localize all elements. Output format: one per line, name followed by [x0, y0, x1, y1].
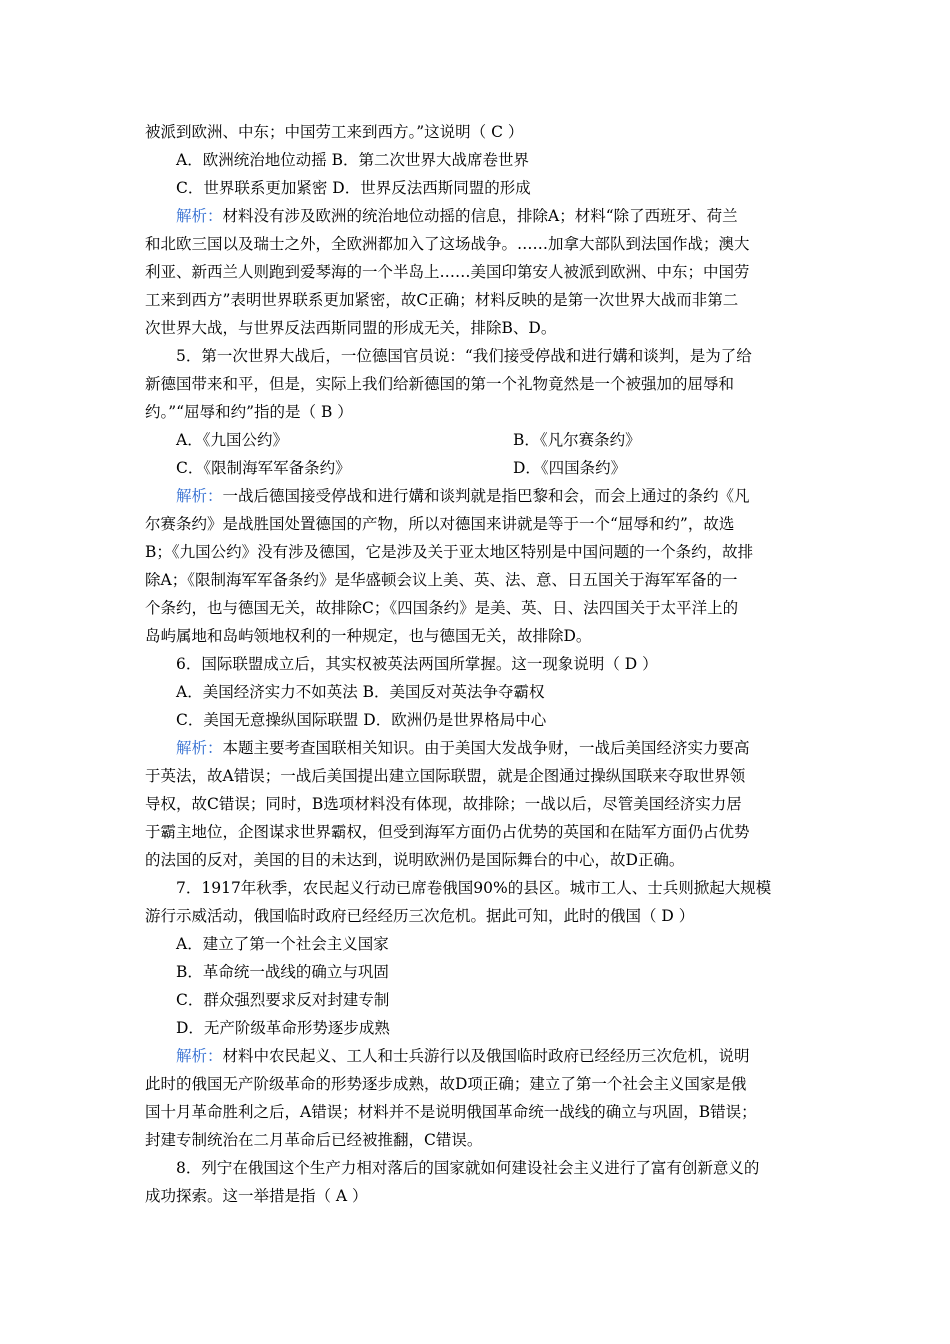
text-line: 除A；《限制海军军备条约》是华盛顿会议上美、英、法、意、日五国关于海军军备的一 [145, 571, 738, 589]
text-line: 于霸主地位，企图谋求世界霸权，但受到海军方面仍占优势的英国和在陆军方面仍占优势 [145, 823, 750, 841]
option-line: A．建立了第一个社会主义国家 [176, 935, 389, 953]
analysis-line [176, 206, 841, 226]
option-line [176, 430, 841, 450]
analysis-text: 材料没有涉及欧洲的统治地位动摇的信息，排除A；材料“除了西班牙、荷兰 [222, 207, 738, 225]
question-line: 6．国际联盟成立后，其实权被英法两国所掌握。这一现象说明（ D ） [176, 655, 658, 673]
text-line: 被派到欧洲、中东；中国劳工来到西方。”这说明（ C ） [145, 123, 524, 141]
analysis-text: 一战后德国接受停战和进行媾和谈判就是指巴黎和会，而会上通过的条约《凡 [222, 487, 750, 505]
text-line: 封建专制统治在二月革命后已经被推翻，C错误。 [145, 1131, 483, 1149]
option-line [176, 458, 841, 478]
text-line: 和北欧三国以及瑞士之外，全欧洲都加入了这场战争。……加拿大部队到法国作战；澳大 [145, 235, 750, 253]
option-line: B．革命统一战线的确立与巩固 [176, 963, 389, 981]
question-line: 8．列宁在俄国这个生产力相对落后的国家就如何建设社会主义进行了富有创新意义的 [176, 1159, 760, 1177]
option-line: A．欧洲统治地位动摇 B．第二次世界大战席卷世界 [176, 151, 530, 169]
text-line: 的法国的反对，美国的目的未达到，说明欧洲仍是国际舞台的中心，故D正确。 [145, 851, 685, 869]
analysis-line [176, 486, 841, 506]
text-line: 尔赛条约》是战胜国处置德国的产物，所以对德国来讲就是等于一个“屈辱和约”，故选 [145, 515, 735, 533]
analysis-label: 解析： [176, 487, 223, 505]
option-c: C．《限制海军军备条约》 [176, 459, 351, 477]
option-line: C．世界联系更加紧密 D．世界反法西斯同盟的形成 [176, 179, 531, 197]
text-line: 利亚、新西兰人则跑到爱琴海的一个半岛上……美国印第安人被派到欧洲、中东；中国劳 [145, 263, 750, 281]
option-line: C．美国无意操纵国际联盟 D．欧洲仍是世界格局中心 [176, 711, 547, 729]
option-a: A．《九国公约》 [176, 431, 288, 449]
question-line: 7．1917年秋季，农民起义行动已席卷俄国90%的县区。城市工人、士兵则掀起大规模 [176, 879, 772, 897]
text-line: 游行示威活动，俄国临时政府已经经历三次危机。据此可知，此时的俄国（ D ） [145, 907, 695, 925]
option-line: C．群众强烈要求反对封建专制 [176, 991, 390, 1009]
text-line: 工来到西方”表明世界联系更加紧密，故C正确；材料反映的是第一次世界大战而非第二 [145, 291, 739, 309]
analysis-label: 解析： [176, 739, 223, 757]
text-line: 次世界大战，与世界反法西斯同盟的形成无关，排除B、D。 [145, 319, 557, 337]
text-line: 新德国带来和平，但是，实际上我们给新德国的第一个礼物竟然是一个被强加的屈辱和 [145, 375, 735, 393]
text-line: 国十月革命胜利之后，A错误；材料并不是说明俄国革命统一战线的确立与巩固，B错误； [145, 1103, 757, 1121]
option-b: B．《凡尔赛条约》 [513, 431, 641, 449]
analysis-label: 解析： [176, 1047, 223, 1065]
analysis-line [176, 1046, 841, 1066]
text-line: B；《九国公约》没有涉及德国，它是涉及关于亚太地区特别是中国问题的一个条约，故排 [145, 543, 754, 561]
option-d: D．《四国条约》 [513, 459, 627, 477]
text-line: 于英法，故A错误；一战后美国提出建立国际联盟，就是企图通过操纵国联来夺取世界领 [145, 767, 746, 785]
analysis-text: 本题主要考查国联相关知识。由于美国大发战争财，一战后美国经济实力要高 [222, 739, 750, 757]
analysis-label: 解析： [176, 207, 223, 225]
text-line: 此时的俄国无产阶级革命的形势逐步成熟，故D项正确；建立了第一个社会主义国家是俄 [145, 1075, 747, 1093]
option-line: A．美国经济实力不如英法 B．美国反对英法争夺霸权 [176, 683, 545, 701]
analysis-text: 材料中农民起义、工人和士兵游行以及俄国临时政府已经经历三次危机，说明 [222, 1047, 750, 1065]
text-line: 个条约，也与德国无关，故排除C；《四国条约》是美、英、日、法四国关于太平洋上的 [145, 599, 739, 617]
text-line: 成功探索。这一举措是指（ A ） [145, 1187, 368, 1205]
text-line: 约。”“屈辱和约”指的是（ B ） [145, 403, 353, 421]
text-line: 导权，故C错误；同时，B选项材料没有体现，故排除；一战以后，尽管美国经济实力居 [145, 795, 742, 813]
option-line: D．无产阶级革命形势逐步成熟 [176, 1019, 390, 1037]
analysis-line [176, 738, 841, 758]
text-line: 岛屿属地和岛屿领地权利的一种规定，也与德国无关，故排除D。 [145, 627, 592, 645]
question-line: 5．第一次世界大战后，一位德国官员说：“我们接受停战和进行媾和谈判，是为了给 [176, 347, 752, 365]
